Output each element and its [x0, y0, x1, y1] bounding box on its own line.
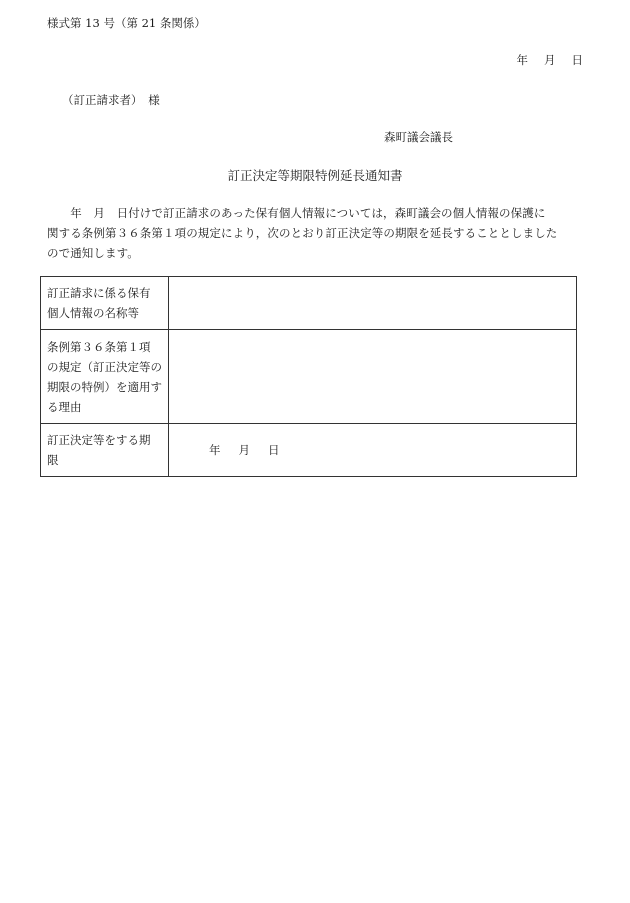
- date-year-label: 年: [516, 53, 528, 67]
- label-line: 個人情報の名称等: [47, 306, 139, 320]
- date-day-label: 日: [571, 53, 583, 67]
- table-row-deadline: [41, 424, 577, 477]
- deadline-day-label: 日: [268, 443, 280, 457]
- label-line: 訂正請求に係る保有: [47, 286, 151, 300]
- label-line: 期限の特例）を適用す: [47, 379, 162, 394]
- body-line-3: ので通知します。: [47, 246, 139, 260]
- sender-line: 森町議会議長: [384, 130, 453, 144]
- body-line-1: 年 月 日付けで訂正請求のあった保有個人情報については，森町議会の個人情報の保護に: [47, 206, 546, 220]
- label-reason: [41, 330, 169, 424]
- label-deadline: [41, 424, 169, 477]
- issue-date: [517, 52, 584, 68]
- table-row-info-name: [41, 277, 577, 330]
- value-deadline: [169, 424, 577, 477]
- document-title: 訂正決定等期限特例延長通知書: [227, 168, 403, 183]
- date-month-label: 月: [544, 53, 556, 67]
- info-table: [40, 276, 577, 477]
- deadline-month-label: 月: [238, 443, 250, 457]
- table-row-reason: [41, 330, 577, 424]
- label-line: 条例第３６条第１項: [47, 339, 151, 354]
- value-reason: [169, 330, 577, 424]
- label-line: 限: [47, 453, 59, 467]
- notice-body: [47, 203, 587, 263]
- label-line: る理由: [47, 399, 82, 414]
- deadline-year-label: 年: [209, 443, 221, 457]
- value-info-name: [169, 277, 577, 330]
- body-line-2: 関する条例第３６条第１項の規定により，次のとおり訂正決定等の期限を延長することとしました: [47, 226, 558, 240]
- label-line: 訂正決定等をする期: [47, 433, 151, 447]
- label-line: の規定（訂正決定等の: [47, 359, 162, 374]
- label-info-name: [41, 277, 169, 330]
- form-number: 様式第 13 号（第 21 条関係）: [47, 16, 206, 30]
- recipient-line: （訂正請求者） 様: [62, 93, 160, 107]
